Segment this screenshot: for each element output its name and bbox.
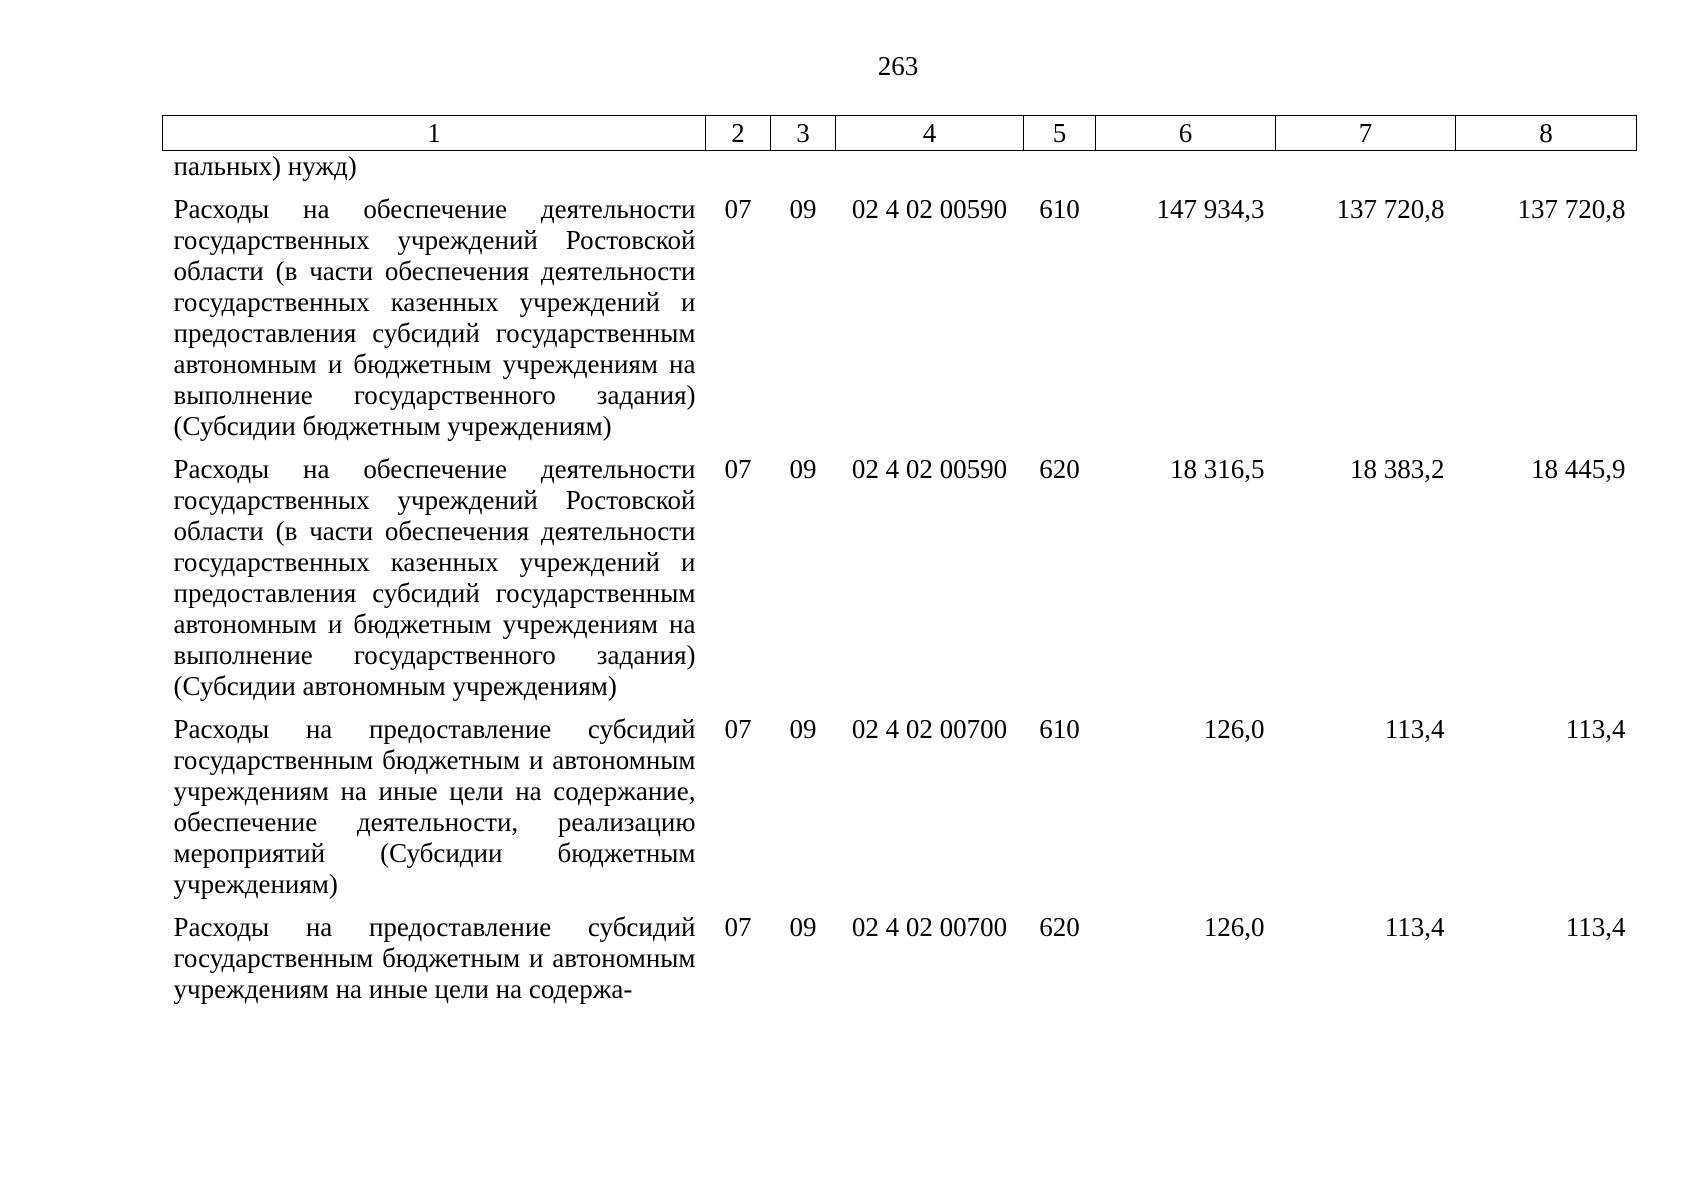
column-header: 7	[1276, 116, 1456, 151]
table-row-continuation	[163, 151, 1637, 183]
subsection-code: 09	[789, 714, 817, 744]
table-header-row	[163, 116, 1637, 151]
target-article-code: 02 4 02 00590	[851, 194, 1008, 224]
amount-col7: 113,4	[1384, 912, 1445, 942]
amount-col6: 18 316,5	[1170, 454, 1265, 484]
table-row	[163, 702, 1637, 900]
amount-col8: 113,4	[1565, 912, 1626, 942]
target-article-code: 02 4 02 00700	[851, 714, 1008, 744]
subsection-code: 09	[789, 454, 817, 484]
budget-table	[162, 115, 1637, 1005]
table-row	[163, 900, 1637, 1005]
amount-col6: 147 934,3	[1156, 194, 1265, 224]
amount-col8: 113,4	[1565, 714, 1626, 744]
expense-type-code: 610	[1039, 714, 1080, 744]
expense-type-code: 620	[1039, 912, 1080, 942]
column-header: 6	[1096, 116, 1276, 151]
page-number: 263	[877, 51, 919, 81]
row-description: Расходы на предоставление субсидий государственным бюджетным и автономным учреждениям на иные цели на содержание, обеспечение деятельности, реализацию мероприятий (Субсидии бюджетным учреждениям)	[173, 714, 696, 899]
row-description: Расходы на предоставление субсидий государственным бюджетным и автономным учреждениям на иные цели на содержа-	[173, 912, 696, 1004]
column-header: 3	[771, 116, 836, 151]
column-header: 4	[836, 116, 1024, 151]
section-code: 07	[724, 454, 752, 484]
row-description: Расходы на обеспечение деятельности государственных учреждений Ростовской области (в части обеспечения деятельности государственных казенных учреждений и предоставления субсидий государственным автономным и бюджетным учреждениям на выполнение государственного задания) (Субсидии автономным учреждениям)	[173, 454, 696, 701]
continuation-text: пальных) нужд)	[173, 151, 357, 181]
amount-col8: 18 445,9	[1531, 454, 1626, 484]
amount-col6: 126,0	[1203, 714, 1265, 744]
amount-col8: 137 720,8	[1517, 194, 1626, 224]
section-code: 07	[724, 194, 752, 224]
table-row	[163, 182, 1637, 442]
section-code: 07	[724, 912, 752, 942]
column-header: 5	[1024, 116, 1096, 151]
amount-col7: 137 720,8	[1336, 194, 1445, 224]
table-row	[163, 442, 1637, 702]
column-header: 1	[163, 116, 706, 151]
expense-type-code: 610	[1039, 194, 1080, 224]
amount-col6: 126,0	[1203, 912, 1265, 942]
expense-type-code: 620	[1039, 454, 1080, 484]
section-code: 07	[724, 714, 752, 744]
amount-col7: 113,4	[1384, 714, 1445, 744]
amount-col7: 18 383,2	[1350, 454, 1445, 484]
subsection-code: 09	[789, 912, 817, 942]
column-header: 8	[1456, 116, 1637, 151]
target-article-code: 02 4 02 00590	[851, 454, 1008, 484]
column-header: 2	[706, 116, 771, 151]
subsection-code: 09	[789, 194, 817, 224]
target-article-code: 02 4 02 00700	[851, 912, 1008, 942]
row-description: Расходы на обеспечение деятельности государственных учреждений Ростовской области (в части обеспечения деятельности государственных казенных учреждений и предоставления субсидий государственным автономным и бюджетным учреждениям на выполнение государственного задания) (Субсидии бюджетным учреждениям)	[173, 194, 696, 441]
